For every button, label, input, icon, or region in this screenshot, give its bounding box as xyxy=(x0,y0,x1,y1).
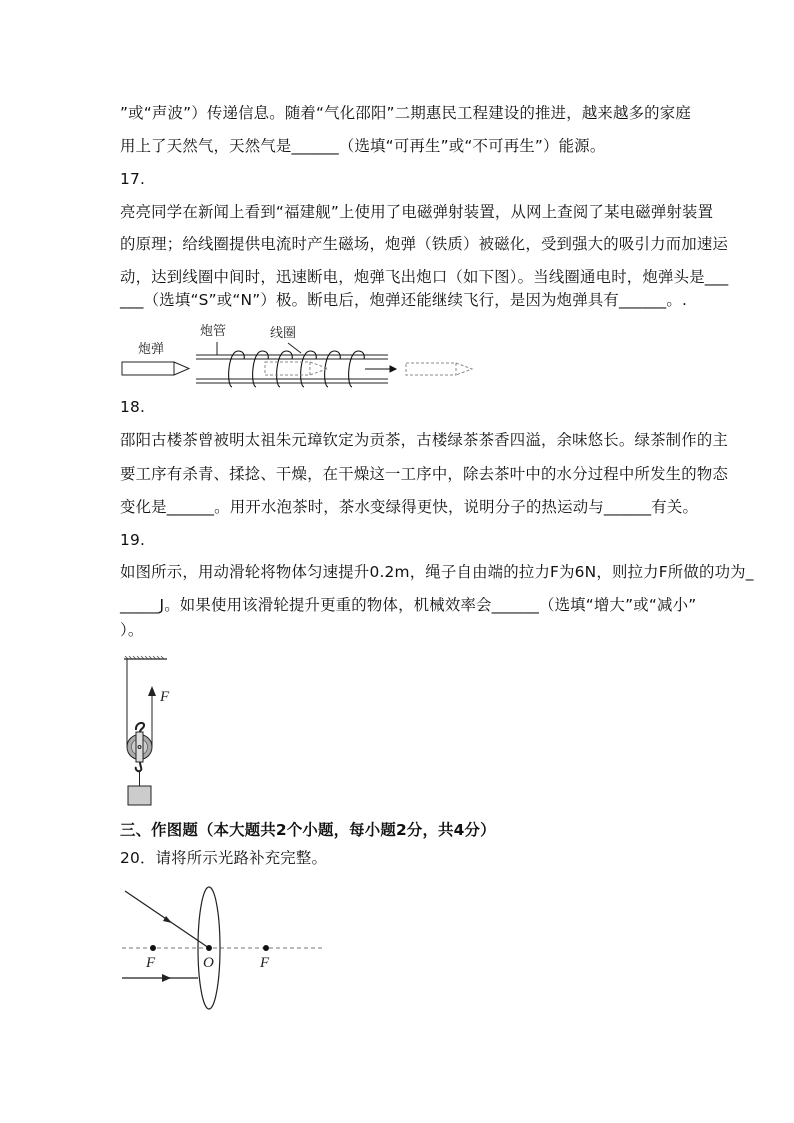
q18-line-2: 要工序有杀青、揉捻、干燥，在干燥这一工序中，除去茶叶中的水分过程中所发生的物态 xyxy=(120,465,729,483)
focus-left-label: F xyxy=(146,955,156,971)
q17-line-4: ___（选填“S”或“N”）极。断电后，炮弹还能继续飞行，是因为炮弹具有______。. xyxy=(120,291,688,309)
q19-line-1: 如图所示，用动滑轮将物体匀速提升0.2m，绳子自由端的拉力F为6N，则拉力F所做的功为_ xyxy=(120,563,754,581)
q16-line-2: 用上了天然气，天然气是______（选填“可再生”或“不可再生”）能源。 xyxy=(120,137,606,155)
q19-line-2: _____J。如果使用该滑轮提升更重的物体，机械效率会______（选填“增大”或“减小” xyxy=(120,596,697,614)
q18-line-3: 变化是______。用开水泡茶时，茶水变绿得更快，说明分子的热运动与______有关。 xyxy=(120,498,699,516)
q18-number: 18. xyxy=(120,398,146,416)
focus-right-label: F xyxy=(260,955,270,971)
section-3-heading: 三、作图题（本大题共2个小题，每小题2分，共4分） xyxy=(120,821,496,839)
coil-label: 线圈 xyxy=(270,326,297,341)
q17-line-3: 动，达到线圈中间时，迅速断电，炮弹飞出炮口（如下图）。当线圈通电时，炮弹头是___ xyxy=(120,268,729,286)
q19-number: 19. xyxy=(120,531,146,549)
q16-line-1: ”或“声波”）传递信息。随着“气化邵阳”二期惠民工程建设的推进，越来越多的家庭 xyxy=(120,104,691,122)
q19-line-3: ）。 xyxy=(120,621,144,639)
shell-label: 炮弹 xyxy=(138,342,165,357)
pulley-figure xyxy=(115,650,205,810)
railgun-figure xyxy=(110,315,490,390)
optical-center-label: O xyxy=(203,955,214,971)
q17-line-1: 亮亮同学在新闻上看到“福建舰”上使用了电磁弹射装置，从网上查阅了某电磁弹射装置 xyxy=(120,203,714,221)
direction-arrow xyxy=(365,366,396,372)
lens-figure xyxy=(110,870,340,1020)
force-label: F xyxy=(160,689,170,705)
q18-line-1: 邵阳古楼茶曾被明太祖朱元璋钦定为贡茶，古楼绿茶茶香四溢，余味悠长。绿茶制作的主 xyxy=(120,431,729,449)
q17-line-2: 的原理；给线圈提供电流时产生磁场，炮弹（铁质）被磁化，受到强大的吸引力而加速运 xyxy=(120,235,729,253)
q20-text: 20．请将所示光路补充完整。 xyxy=(120,849,328,867)
q17-number: 17. xyxy=(120,170,146,188)
barrel-label: 炮管 xyxy=(200,324,227,339)
shell xyxy=(122,362,189,375)
coil xyxy=(229,351,365,387)
